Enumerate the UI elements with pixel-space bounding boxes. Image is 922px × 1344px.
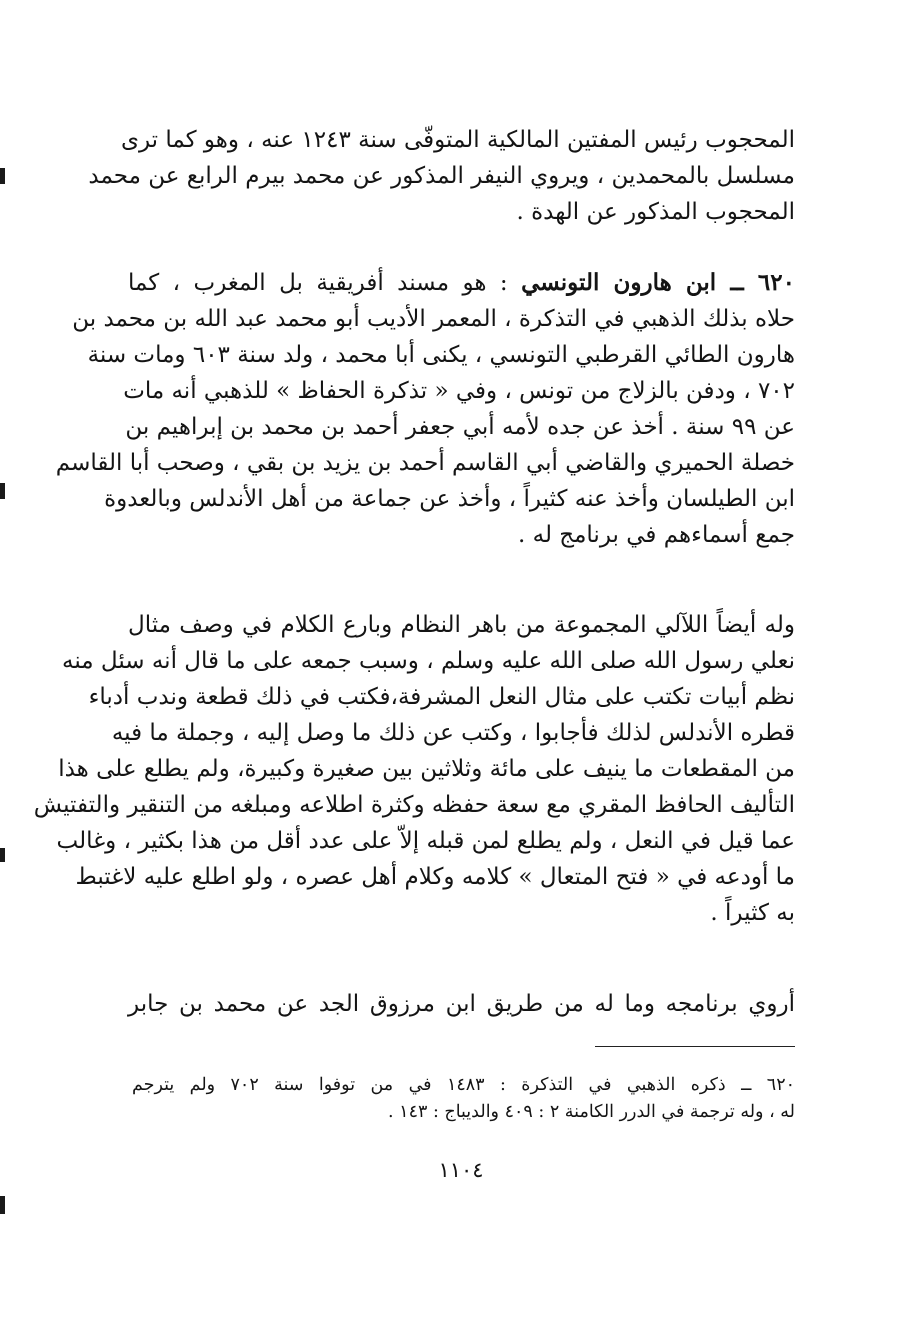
paragraph-al-laali (33, 607, 795, 931)
entry-dash: ــ (716, 269, 758, 296)
text-line: خصلة الحميري والقاضي أبي القاسم أحمد بن يزيد بن بقي ، وصحب أبا القاسم (55, 450, 795, 476)
scan-edge-mark (0, 848, 5, 862)
text-line: وله أيضاً اللآلي المجموعة من باهر النظام وبارع الكلام في وصف مثال (128, 612, 795, 638)
scan-edge-mark (0, 483, 5, 499)
text-line: المحجوب رئيس المفتين المالكية المتوفّى سنة ١٢٤٣ عنه ، وهو كما ترى (120, 127, 795, 153)
paragraph-riwaya (128, 986, 795, 1022)
scan-edge-mark (0, 168, 5, 184)
text-line: عما قيل في النعل ، ولم يطلع لمن قبله إلاّ على عدد أقل من هذا بكثير ، وغالب (56, 828, 795, 854)
entry-heading-line (128, 265, 795, 301)
footnote (132, 1072, 795, 1126)
text-line: هارون الطائي القرطبي التونسي ، يكنى أبا محمد ، ولد سنة ٦٠٣ ومات سنة (87, 342, 795, 368)
text-line: به كثيراً . (710, 900, 795, 926)
text-line: جمع أسماءهم في برنامج له . (517, 522, 795, 548)
text-line: حلاه بذلك الذهبي في التذكرة ، المعمر الأديب أبو محمد عبد الله بن محمد بن (72, 306, 795, 332)
text-line: أروي برنامجه وما له من طريق ابن مرزوق الجد عن محمد بن جابر (128, 991, 795, 1017)
footnote-line: ٦٢٠ ــ ذكره الذهبي في التذكرة : ١٤٨٣ في من توفوا سنة ٧٠٢ ولم يترجم (132, 1075, 795, 1095)
text-line: المحجوب المذكور عن الهدة . (516, 199, 795, 225)
text-line: نعلي رسول الله صلى الله عليه وسلم ، وسبب جمعه على ما قال أنه سئل منه (62, 648, 795, 674)
entry-620-paragraph (55, 265, 795, 553)
entry-title: ابن هارون التونسي (521, 269, 717, 296)
text-line: التأليف الحافظ المقري مع سعة حفظه وكثرة اطلاعه ومبلغه من التنقير والتفتيش (33, 792, 795, 818)
scan-edge-mark (0, 1196, 5, 1214)
footnote-separator (595, 1046, 795, 1047)
text-line: ما أودعه في « فتح المتعال » كلامه وكلام أهل عصره ، ولو اطلع عليه لاغتبط (75, 864, 795, 890)
paragraph-continuation (88, 122, 795, 230)
entry-number: ٦٢٠ (757, 269, 795, 296)
text-line: عن ٩٩ سنة . أخذ عن جده لأمه أبي جعفر أحمد بن محمد بن إبراهيم بن (125, 414, 795, 440)
footnote-line: له ، وله ترجمة في الدرر الكامنة ٢ : ٤٠٩ والديباج : ١٤٣ . (388, 1102, 795, 1122)
text-line: ابن الطيلسان وأخذ عنه كثيراً ، وأخذ عن جماعة من أهل الأندلس وبالعدوة (104, 486, 795, 512)
text-line: قطره الأندلس لذلك فأجابوا ، وكتب عن ذلك ما وصل إليه ، وجملة ما فيه (111, 720, 795, 746)
text-line: نظم أبيات تكتب على مثال النعل المشرفة،فكتب في ذلك قطعة وندب أدباء (88, 684, 795, 710)
text-line: ٧٠٢ ، ودفن بالزلاج من تونس ، وفي « تذكرة الحفاظ » للذهبي أنه مات (123, 378, 795, 404)
entry-heading-rest: : هو مسند أفريقية بل المغرب ، كما (128, 270, 508, 296)
page-number: ١١٠٤ (438, 1158, 484, 1182)
text-line: مسلسل بالمحمدين ، ويروي النيفر المذكور عن محمد بيرم الرابع عن محمد (88, 163, 795, 189)
text-line: من المقطعات ما ينيف على مائة وثلاثين بين صغيرة وكبيرة، ولم يطلع على هذا (58, 756, 795, 782)
